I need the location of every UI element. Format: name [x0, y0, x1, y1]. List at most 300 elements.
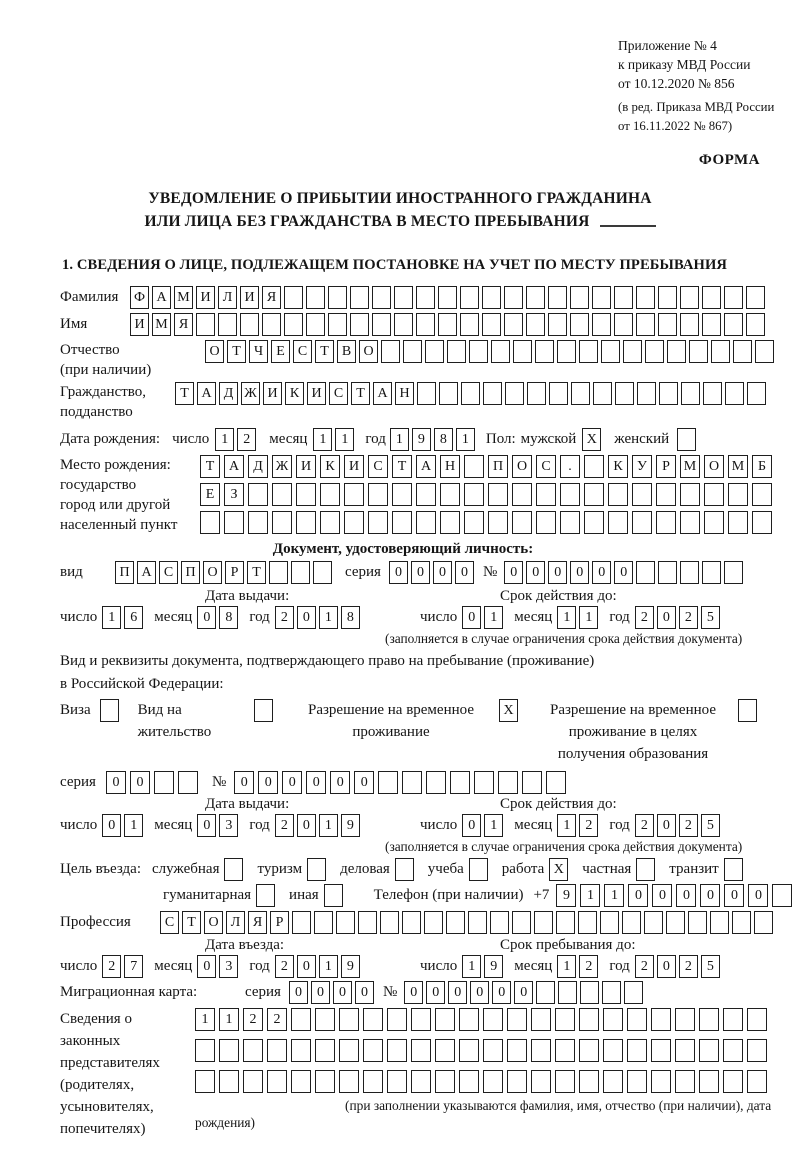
purpose-row2-and-phone	[60, 884, 776, 907]
char-box: 1	[456, 428, 475, 451]
char-box	[387, 1008, 407, 1031]
char-box: Н	[395, 382, 414, 405]
char-box: К	[320, 455, 340, 478]
char-box	[752, 483, 772, 506]
char-box	[680, 483, 700, 506]
char-box: И	[344, 455, 364, 478]
char-box	[240, 313, 259, 336]
char-box	[637, 382, 656, 405]
char-box	[570, 313, 589, 336]
char-box	[549, 382, 568, 405]
char-box	[450, 771, 470, 794]
char-box	[306, 313, 325, 336]
char-box	[219, 1039, 239, 1062]
char-box	[534, 911, 553, 934]
char-box: 0	[492, 981, 511, 1004]
char-box: 0	[657, 955, 676, 978]
legal-reps-row1	[195, 1008, 776, 1031]
checkbox-option	[340, 858, 417, 881]
identity-doc-heading: Документ, удостоверяющий личность:	[272, 541, 534, 557]
char-box	[504, 313, 523, 336]
char-box	[636, 313, 655, 336]
char-box	[267, 1039, 287, 1062]
char-box	[592, 313, 611, 336]
char-box	[272, 511, 292, 534]
char-box	[291, 1008, 311, 1031]
char-box	[490, 911, 509, 934]
char-box: 2	[635, 955, 654, 978]
char-box	[704, 511, 724, 534]
char-box	[416, 483, 436, 506]
field-birth-date	[60, 428, 776, 451]
entry-date	[60, 955, 420, 978]
char-box	[555, 1008, 575, 1031]
char-box: 1	[557, 606, 576, 629]
legal-reps-label	[60, 1008, 195, 1140]
checkbox-option	[289, 884, 346, 907]
char-box	[703, 382, 722, 405]
legal-reps-label-line: (родителях,	[60, 1077, 135, 1093]
month-label: месяц	[269, 431, 308, 447]
char-box	[243, 1039, 263, 1062]
char-box	[483, 1008, 503, 1031]
char-box: 0	[724, 884, 744, 907]
char-box: 2	[275, 814, 294, 837]
char-box: 2	[679, 955, 698, 978]
residence-date-headers	[60, 796, 776, 814]
char-box: Я	[248, 911, 267, 934]
field-given-name-cells	[130, 313, 768, 336]
char-box	[723, 1039, 743, 1062]
char-box: И	[240, 286, 259, 309]
char-box	[403, 340, 422, 363]
option-label: служебная	[151, 861, 220, 877]
checkbox-option	[60, 699, 122, 722]
char-box	[315, 1039, 335, 1062]
month-label: месяц	[154, 958, 193, 974]
char-box	[627, 1070, 647, 1093]
char-box: 0	[592, 561, 611, 584]
year-label: год	[609, 958, 630, 974]
checkbox-option	[537, 699, 760, 765]
char-box: 0	[102, 814, 121, 837]
char-box	[632, 511, 652, 534]
phone-cells	[556, 884, 796, 907]
char-box	[689, 340, 708, 363]
field-given-name	[60, 313, 776, 336]
char-box: С	[293, 340, 312, 363]
form-body	[0, 286, 800, 1140]
char-box	[584, 455, 604, 478]
char-box	[284, 286, 303, 309]
char-box: Т	[182, 911, 201, 934]
char-box: 9	[484, 955, 503, 978]
char-box	[603, 1070, 623, 1093]
char-box: И	[130, 313, 149, 336]
char-box: 3	[219, 814, 238, 837]
char-box	[435, 1039, 455, 1062]
char-box	[688, 911, 707, 934]
char-box	[320, 511, 340, 534]
char-box	[195, 1070, 215, 1093]
char-box	[411, 1008, 431, 1031]
char-box	[747, 1070, 767, 1093]
char-box	[546, 771, 566, 794]
char-box	[699, 1008, 719, 1031]
char-box: 0	[106, 771, 126, 794]
birth-place-label	[60, 455, 200, 535]
char-box	[350, 313, 369, 336]
stay-until-date	[420, 955, 723, 978]
char-box	[358, 911, 377, 934]
char-box: И	[296, 455, 316, 478]
reference-line: (в ред. Приказа МВД России	[618, 100, 775, 114]
char-box: 9	[556, 884, 576, 907]
char-box: 1	[579, 606, 598, 629]
char-box	[608, 483, 628, 506]
stay-month	[557, 955, 601, 978]
char-box: 0	[614, 561, 633, 584]
char-box	[336, 911, 355, 934]
char-box	[579, 1070, 599, 1093]
stay-until-label: Срок пребывания до:	[500, 937, 636, 953]
char-box: 0	[455, 561, 474, 584]
reference-line: к приказу МВД России	[618, 57, 751, 72]
char-box	[710, 911, 729, 934]
char-box: Л	[218, 286, 237, 309]
option-checkbox	[100, 699, 119, 722]
char-box	[507, 1039, 527, 1062]
char-box	[680, 561, 699, 584]
residence-number-cells	[234, 771, 570, 794]
field-doc-kind	[60, 561, 776, 584]
char-box: 0	[700, 884, 720, 907]
char-box	[658, 286, 677, 309]
char-box	[548, 286, 567, 309]
char-box	[438, 313, 457, 336]
char-box	[724, 286, 743, 309]
checkbox-option	[257, 858, 329, 881]
char-box	[411, 1039, 431, 1062]
option-label: транзит	[669, 861, 719, 877]
char-box	[483, 1039, 503, 1062]
char-box	[498, 771, 518, 794]
sex-female-label: женский	[614, 431, 670, 447]
profession-label: Профессия	[60, 914, 131, 930]
option-label: иная	[289, 887, 319, 903]
char-box	[320, 483, 340, 506]
char-box	[504, 286, 523, 309]
char-box: К	[608, 455, 628, 478]
char-box	[560, 483, 580, 506]
char-box	[614, 286, 633, 309]
checkbox-option	[163, 884, 278, 907]
char-box	[435, 1070, 455, 1093]
char-box: О	[704, 455, 724, 478]
char-box	[755, 340, 774, 363]
char-box	[526, 286, 545, 309]
profession-cells	[160, 911, 776, 934]
option-label: частная	[582, 861, 632, 877]
field-citizenship-label	[60, 382, 175, 422]
legal-reps-label-line: законных	[60, 1033, 121, 1049]
char-box: 1	[335, 428, 354, 451]
char-box: Т	[247, 561, 266, 584]
section1-heading: 1. СВЕДЕНИЯ О ЛИЦЕ, ПОДЛЕЖАЩЕМ ПОСТАНОВКЕ НА УЧЕТ ПО МЕСТУ ПРЕБЫВАНИЯ	[62, 257, 728, 273]
char-box	[602, 981, 621, 1004]
char-box	[350, 286, 369, 309]
char-box: Т	[351, 382, 370, 405]
legal-reps-note: (при заполнении указываются фамилия, имя, отчество (при наличии), дата рождения)	[195, 1098, 772, 1130]
char-box: 0	[130, 771, 150, 794]
char-box: 8	[219, 606, 238, 629]
char-box	[306, 286, 325, 309]
field-citizenship-label-line1: Гражданство,	[60, 384, 147, 400]
phone-prefix: +7	[533, 887, 550, 903]
sex-female-checkbox	[677, 428, 699, 451]
entry-date-label: Дата въезда:	[205, 937, 285, 953]
char-box	[292, 911, 311, 934]
birth-place-row2	[200, 483, 776, 506]
migration-card-label: Миграционная карта:	[60, 984, 198, 1000]
sex-male-checkbox	[582, 428, 604, 451]
char-box	[754, 911, 773, 934]
char-box: 1	[580, 884, 600, 907]
char-box: Т	[175, 382, 194, 405]
option-checkbox: X	[499, 699, 518, 722]
char-box	[402, 771, 422, 794]
char-box	[732, 911, 751, 934]
char-box: 1	[484, 606, 503, 629]
reference-line: от 16.11.2022 № 867)	[618, 119, 733, 133]
entry-month	[197, 955, 241, 978]
residence-validity-note: (заполняется в случае ограничения срока действия документа)	[385, 839, 743, 854]
field-profession	[60, 911, 776, 934]
char-box	[339, 1008, 359, 1031]
option-checkbox	[724, 858, 743, 881]
char-box	[666, 911, 685, 934]
legal-reps-label-line: Сведения о	[60, 1011, 132, 1027]
char-box: .	[560, 455, 580, 478]
migration-series-cells	[289, 981, 377, 1004]
char-box	[394, 313, 413, 336]
char-box: Д	[248, 455, 268, 478]
char-box	[746, 286, 765, 309]
char-box	[446, 911, 465, 934]
checkbox-option	[669, 858, 745, 881]
option-label: учеба	[427, 861, 464, 877]
char-box	[440, 483, 460, 506]
doc-valid-year	[635, 606, 723, 629]
char-box: 0	[197, 814, 216, 837]
doc-series-label: серия	[345, 564, 381, 580]
day-label: число	[60, 817, 98, 833]
day-label: число	[60, 958, 98, 974]
char-box	[291, 561, 310, 584]
sex-male-label: мужской	[520, 431, 577, 447]
char-box	[269, 561, 288, 584]
entry-purpose-options-extra	[152, 884, 346, 907]
option-label: Вид на жительство	[137, 702, 212, 740]
option-checkbox	[254, 699, 273, 722]
char-box: Ф	[130, 286, 149, 309]
option-label: гуманитарная	[163, 887, 252, 903]
option-checkbox	[469, 858, 488, 881]
char-box	[464, 511, 484, 534]
char-box: 5	[701, 814, 720, 837]
day-label: число	[420, 958, 458, 974]
char-box: 0	[462, 606, 481, 629]
char-box: X	[582, 428, 601, 451]
char-box	[579, 340, 598, 363]
char-box: Ч	[249, 340, 268, 363]
birth-place-label-line1: Место рождения:	[60, 457, 171, 473]
char-box	[491, 340, 510, 363]
doc-series-cells	[389, 561, 477, 584]
char-box: А	[416, 455, 436, 478]
char-box: 1	[319, 955, 338, 978]
birth-place-label-line3: город или другой	[60, 497, 171, 513]
field-surname-label: Фамилия	[60, 289, 119, 305]
residence-issue-date	[60, 814, 420, 837]
year-label: год	[365, 431, 386, 447]
char-box	[667, 340, 686, 363]
option-checkbox	[395, 858, 414, 881]
entry-dates	[60, 955, 776, 978]
option-checkbox	[636, 858, 655, 881]
char-box	[483, 382, 502, 405]
char-box: П	[115, 561, 134, 584]
option-checkbox	[738, 699, 757, 722]
char-box: И	[307, 382, 326, 405]
char-box	[272, 483, 292, 506]
char-box	[724, 313, 743, 336]
entry-date-headers	[60, 937, 776, 955]
char-box	[372, 313, 391, 336]
char-box	[363, 1070, 383, 1093]
field-citizenship	[60, 382, 776, 422]
char-box	[344, 483, 364, 506]
char-box: 1	[484, 814, 503, 837]
char-box	[527, 382, 546, 405]
char-box	[416, 313, 435, 336]
char-box	[699, 1070, 719, 1093]
char-box	[262, 313, 281, 336]
char-box: 0	[354, 771, 374, 794]
char-box: 2	[275, 606, 294, 629]
char-box: 1	[319, 606, 338, 629]
char-box	[656, 483, 676, 506]
char-box	[747, 1008, 767, 1031]
char-box: 5	[701, 606, 720, 629]
field-patronymic	[60, 340, 776, 380]
char-box	[536, 511, 556, 534]
char-box: О	[512, 455, 532, 478]
option-label: туризм	[257, 861, 303, 877]
char-box: 0	[628, 884, 648, 907]
char-box: 0	[234, 771, 254, 794]
char-box: 0	[297, 606, 316, 629]
legal-reps-label-line: усыновителях,	[60, 1099, 154, 1115]
char-box	[387, 1070, 407, 1093]
field-patronymic-label	[60, 340, 205, 380]
migration-number-label: №	[382, 984, 398, 1000]
residence-valid-day	[462, 814, 506, 837]
char-box	[435, 1008, 455, 1031]
char-box: 0	[433, 561, 452, 584]
month-label: месяц	[154, 609, 193, 625]
residence-doc-line2: в Российской Федерации:	[60, 676, 224, 692]
char-box	[579, 1008, 599, 1031]
char-box: 0	[652, 884, 672, 907]
char-box	[725, 382, 744, 405]
char-box: С	[159, 561, 178, 584]
day-label: число	[60, 609, 98, 625]
char-box: 1	[215, 428, 234, 451]
legal-reps-label-line: попечителях)	[60, 1121, 146, 1137]
char-box	[394, 286, 413, 309]
char-box	[488, 511, 508, 534]
char-box	[178, 771, 198, 794]
option-label: Разрешение на временное проживание в целях получения образования	[550, 702, 716, 762]
char-box: 2	[579, 955, 598, 978]
char-box	[387, 1039, 407, 1062]
legal-reps-row3	[195, 1070, 776, 1093]
residence-valid-month	[557, 814, 601, 837]
month-label: месяц	[154, 817, 193, 833]
char-box	[601, 340, 620, 363]
char-box	[555, 1070, 575, 1093]
field-given-name-label: Имя	[60, 316, 88, 332]
doc-valid-label: Срок действия до:	[500, 588, 617, 604]
char-box	[659, 382, 678, 405]
char-box	[438, 286, 457, 309]
char-box: 0	[548, 561, 567, 584]
char-box: Ж	[241, 382, 260, 405]
char-box: Т	[315, 340, 334, 363]
residence-issue-label: Дата выдачи:	[205, 796, 290, 812]
char-box	[531, 1070, 551, 1093]
residence-series-label: серия	[60, 774, 96, 790]
char-box	[417, 382, 436, 405]
checkbox-option	[152, 858, 247, 881]
char-box	[512, 511, 532, 534]
char-box	[459, 1008, 479, 1031]
char-box	[658, 561, 677, 584]
doc-valid-date	[420, 606, 723, 629]
char-box: 1	[462, 955, 481, 978]
char-box	[469, 340, 488, 363]
char-box	[372, 286, 391, 309]
field-citizenship-cells	[175, 382, 769, 405]
entry-purpose-label: Цель въезда:	[60, 861, 141, 877]
residence-valid-label: Срок действия до:	[500, 796, 617, 812]
char-box: А	[152, 286, 171, 309]
year-label: год	[249, 817, 270, 833]
char-box	[608, 511, 628, 534]
residence-doc-options	[60, 699, 776, 765]
residence-doc-line1: Вид и реквизиты документа, подтверждающего право на пребывание (проживание)	[60, 653, 595, 669]
day-label: число	[420, 609, 458, 625]
char-box	[526, 313, 545, 336]
birth-year-cells	[390, 428, 478, 451]
residence-issue-year	[275, 814, 363, 837]
char-box: О	[205, 340, 224, 363]
option-checkbox	[307, 858, 326, 881]
char-box	[677, 428, 696, 451]
char-box	[296, 511, 316, 534]
char-box	[378, 771, 398, 794]
